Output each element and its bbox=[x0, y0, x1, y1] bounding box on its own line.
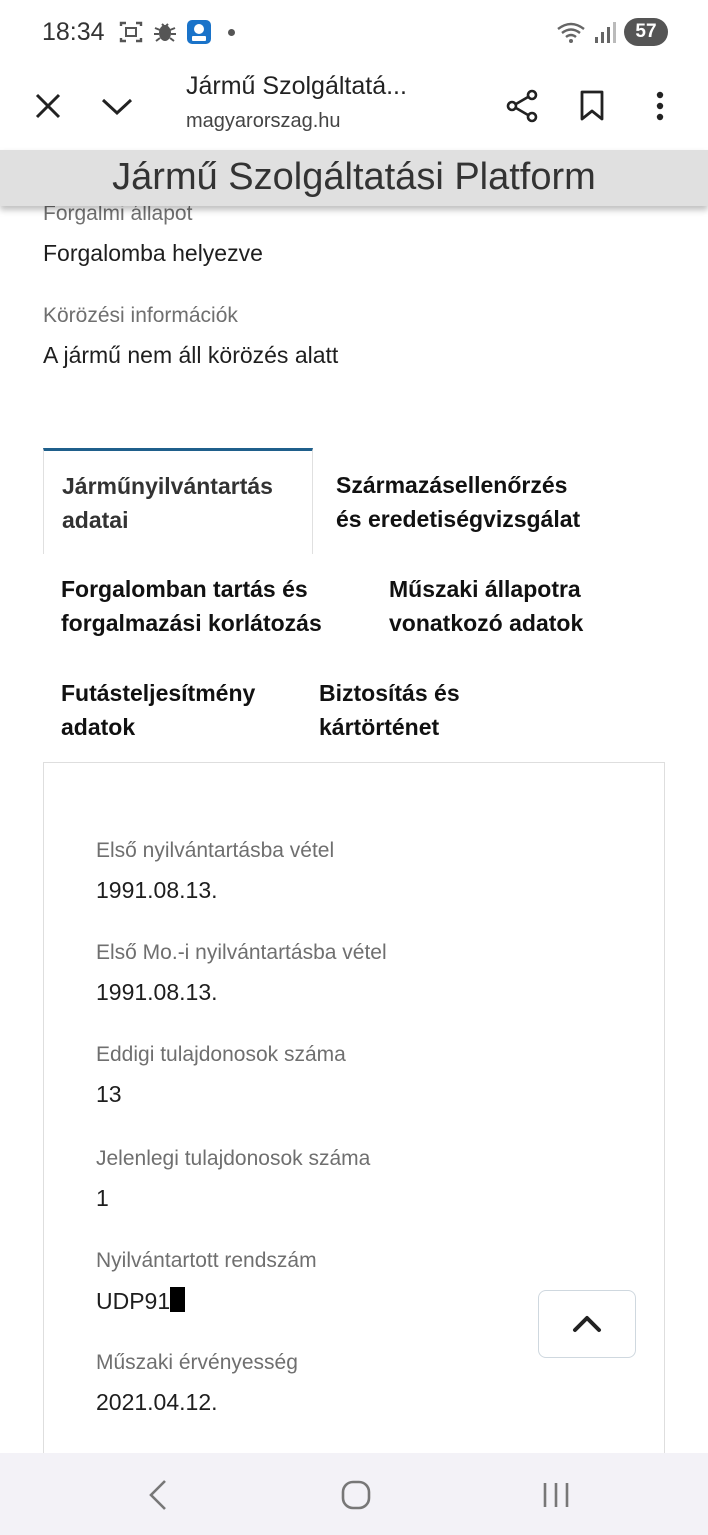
owners-current-label: Jelenlegi tulajdonosok száma bbox=[96, 1147, 371, 1170]
wanted-info-label: Körözési információk bbox=[43, 304, 238, 327]
tab-label-line: Származásellenőrzés bbox=[336, 472, 568, 498]
page-title: Jármű Szolgáltatá... bbox=[186, 72, 407, 100]
first-hu-registration-field bbox=[96, 941, 387, 1006]
home-icon bbox=[340, 1479, 372, 1511]
nav-recents-button[interactable] bbox=[534, 1473, 578, 1517]
first-registration-field bbox=[96, 839, 334, 904]
chevron-down-icon bbox=[100, 95, 134, 117]
page-url[interactable]: magyarorszag.hu bbox=[186, 110, 341, 132]
owners-total-value: 13 bbox=[96, 1081, 122, 1107]
status-time: 18:34 bbox=[42, 18, 105, 46]
inspection-validity-label: Műszaki érvényesség bbox=[96, 1351, 298, 1374]
wanted-info-field bbox=[43, 304, 338, 369]
chevron-up-icon bbox=[572, 1314, 602, 1334]
system-navigation-bar bbox=[0, 1453, 708, 1535]
more-notifications-dot bbox=[228, 29, 235, 36]
inspection-validity-field bbox=[96, 1351, 298, 1416]
tab-label-line: adatok bbox=[61, 714, 136, 740]
plate-label: Nyilvántartott rendszám bbox=[96, 1249, 317, 1272]
tab-label-line: adatai bbox=[62, 507, 129, 533]
plate-value-row bbox=[96, 1287, 317, 1315]
inspection-validity-value: 2021.04.12. bbox=[96, 1389, 218, 1415]
bookmark-button[interactable] bbox=[566, 80, 618, 132]
close-icon bbox=[34, 92, 62, 120]
back-icon bbox=[147, 1478, 169, 1512]
redaction-block bbox=[170, 1287, 185, 1312]
screenshot-icon bbox=[118, 20, 144, 44]
first-hu-registration-value: 1991.08.13. bbox=[96, 979, 218, 1005]
tab-label-line: Futásteljesítmény bbox=[61, 680, 256, 706]
recents-icon bbox=[541, 1481, 571, 1509]
signal-icon bbox=[594, 20, 616, 44]
tab-label-line: Műszaki állapotra bbox=[389, 576, 581, 602]
tab-insurance-history[interactable] bbox=[319, 676, 460, 744]
first-registration-value: 1991.08.13. bbox=[96, 877, 218, 903]
traffic-status-label: Forgalmi állapot bbox=[43, 206, 193, 225]
tab-origin-check[interactable] bbox=[336, 468, 580, 536]
tab-label-line: forgalmazási korlátozás bbox=[61, 610, 322, 636]
tab-label-line: és eredetiségvizsgálat bbox=[336, 506, 581, 532]
bug-icon bbox=[152, 20, 178, 44]
nav-back-button[interactable] bbox=[136, 1473, 180, 1517]
tab-registry-data[interactable] bbox=[43, 448, 313, 554]
traffic-status-value: Forgalomba helyezve bbox=[43, 240, 263, 266]
bookmark-icon bbox=[579, 90, 605, 122]
minimize-button[interactable] bbox=[91, 80, 143, 132]
tab-mileage-data[interactable] bbox=[61, 676, 255, 744]
tab-label-line: vonatkozó adatok bbox=[389, 610, 584, 636]
page-content bbox=[0, 206, 708, 1453]
close-button[interactable] bbox=[22, 80, 74, 132]
tab-label-line: Forgalomban tartás és bbox=[61, 576, 308, 602]
more-vert-icon bbox=[655, 90, 665, 122]
nav-home-button[interactable] bbox=[334, 1473, 378, 1517]
owners-total-field bbox=[96, 1043, 346, 1108]
first-hu-registration-label: Első Mo.-i nyilvántartásba vétel bbox=[96, 941, 387, 964]
share-button[interactable] bbox=[496, 80, 548, 132]
status-bar bbox=[0, 0, 708, 66]
wanted-info-value: A jármű nem áll körözés alatt bbox=[43, 342, 339, 368]
plate-value: UDP91 bbox=[96, 1288, 171, 1314]
tab-label-line: Biztosítás és bbox=[319, 680, 460, 706]
battery-indicator: 57 bbox=[624, 18, 668, 46]
traffic-status-field bbox=[43, 206, 263, 267]
browser-toolbar bbox=[0, 66, 708, 150]
more-options-button[interactable] bbox=[634, 80, 686, 132]
tab-label-line: kártörténet bbox=[319, 714, 440, 740]
wifi-icon bbox=[556, 20, 586, 44]
owners-current-field bbox=[96, 1147, 370, 1212]
share-icon bbox=[505, 89, 539, 123]
plate-field bbox=[96, 1249, 317, 1315]
owners-total-label: Eddigi tulajdonosok száma bbox=[96, 1043, 346, 1066]
owners-current-value: 1 bbox=[96, 1185, 109, 1211]
platform-banner-title: Jármű Szolgáltatási Platform bbox=[0, 150, 708, 206]
status-notification-icons bbox=[118, 20, 235, 44]
back-to-top-button[interactable] bbox=[538, 1290, 636, 1358]
first-registration-label: Első nyilvántartásba vétel bbox=[96, 839, 335, 862]
app-icon bbox=[186, 20, 212, 44]
tab-label-line: Járműnyilvántartás bbox=[62, 473, 273, 499]
status-system-icons bbox=[556, 18, 668, 46]
tab-technical-condition[interactable] bbox=[389, 572, 583, 640]
tab-traffic-restrictions[interactable] bbox=[61, 572, 322, 640]
